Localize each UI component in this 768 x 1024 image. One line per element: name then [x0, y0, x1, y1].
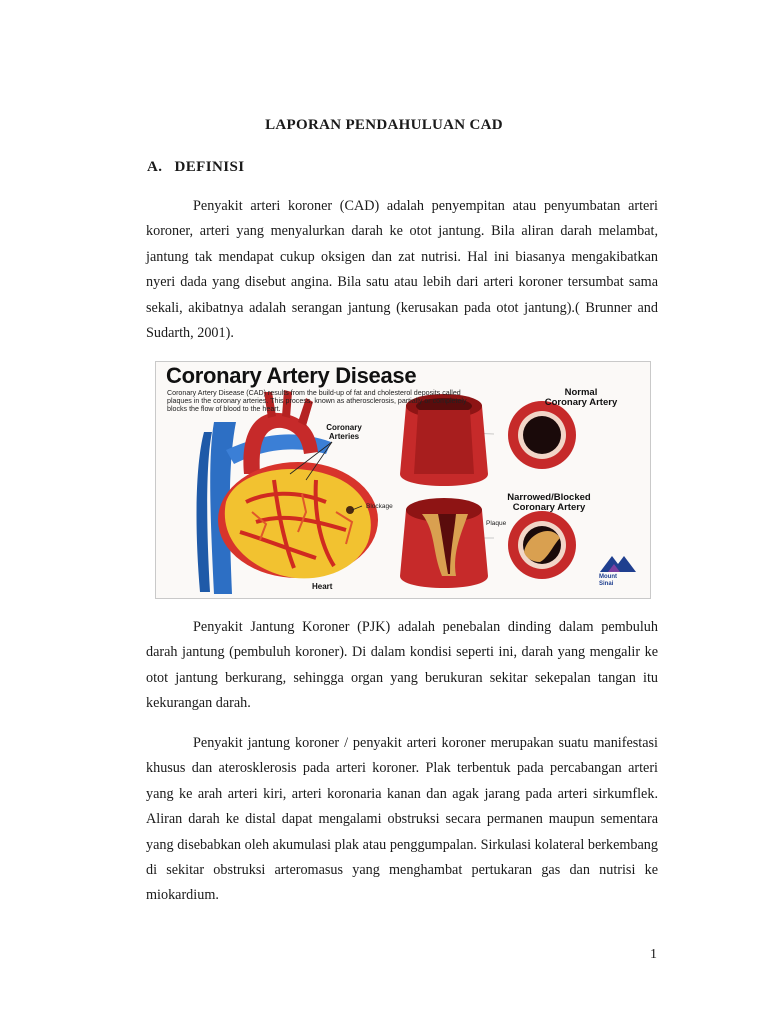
label-blockage: Blockage	[366, 503, 393, 510]
paragraph-definition: Penyakit arteri koroner (CAD) adalah penyempitan atau penyumbatan arteri koroner, arteri yang menyalurkan darah ke otot jantung. Bila aliran darah melambat, jantung tak mendapat cukup oksigen dan zat nutrisi. Hal ini biasanya mengakibatkan nyeri dada yang disebut angina. Bila satu atau lebih dari arteri koroner tersumbat sama sekali, akibatnya adalah serangan jantung (kerusakan pada otot jantung).( Brunner and Sudarth, 2001).	[146, 198, 658, 342]
figure-title: Coronary Artery Disease	[166, 363, 417, 388]
label-plaque: Plaque	[486, 520, 507, 527]
normal-cross-section-lumen	[523, 416, 561, 454]
label-heart: Heart	[312, 582, 333, 591]
section-number: A.	[147, 159, 163, 175]
document-title: LAPORAN PENDAHULUAN CAD	[265, 117, 503, 133]
paragraph-manifestasi: Penyakit jantung koroner / penyakit arteri koroner merupakan suatu manifestasi khusus dan aterosklerosis pada arteri koroner. Plak terbentuk pada percabangan arteri yang ke arah arteri kiri, arteri koronaria kanan dan agak jarang pada arteri sirkumflek. Aliran darah ke distal dapat mengalami obstruksi secara permanen maupun sementara yang disebabkan oleh akumulasi plak atau penggumpalan. Sirkulasi kolateral berkembang di sekitar obstruksi arteromasus yang menghambat pertukaran gas dan nutrisi ke miokardium.	[146, 735, 658, 904]
cad-figure	[155, 361, 651, 599]
section-title: DEFINISI	[174, 159, 245, 175]
figure-description: Coronary Artery Disease (CAD) results from the build-up of fat and cholesterol deposits called plaques in the coronary arteries. This process, known as atherosclerosis, partially or completely blocks the flow of blood to the heart.	[167, 389, 467, 413]
page-number: 1	[650, 947, 657, 962]
paragraph-pjk: Penyakit Jantung Koroner (PJK) adalah penebalan dinding dalam pembuluh darah jantung (pembuluh koroner). Di dalam kondisi seperti ini, darah yang mengalir ke otot jantung berkurang, sehingga organ yang berukuran sekitar sekepalan tangan itu kekurangan darah.	[146, 619, 658, 712]
label-coronary-arteries: Coronary Arteries	[326, 423, 362, 441]
mount-sinai-logo-text: Mount Sinai	[599, 574, 617, 587]
normal-artery-inner	[414, 410, 474, 474]
section-heading	[147, 159, 244, 176]
vessel-branch-left	[197, 432, 212, 592]
label-normal-artery: Normal Coronary Artery	[544, 387, 618, 408]
label-blocked-artery: Narrowed/Blocked Coronary Artery	[507, 492, 591, 513]
